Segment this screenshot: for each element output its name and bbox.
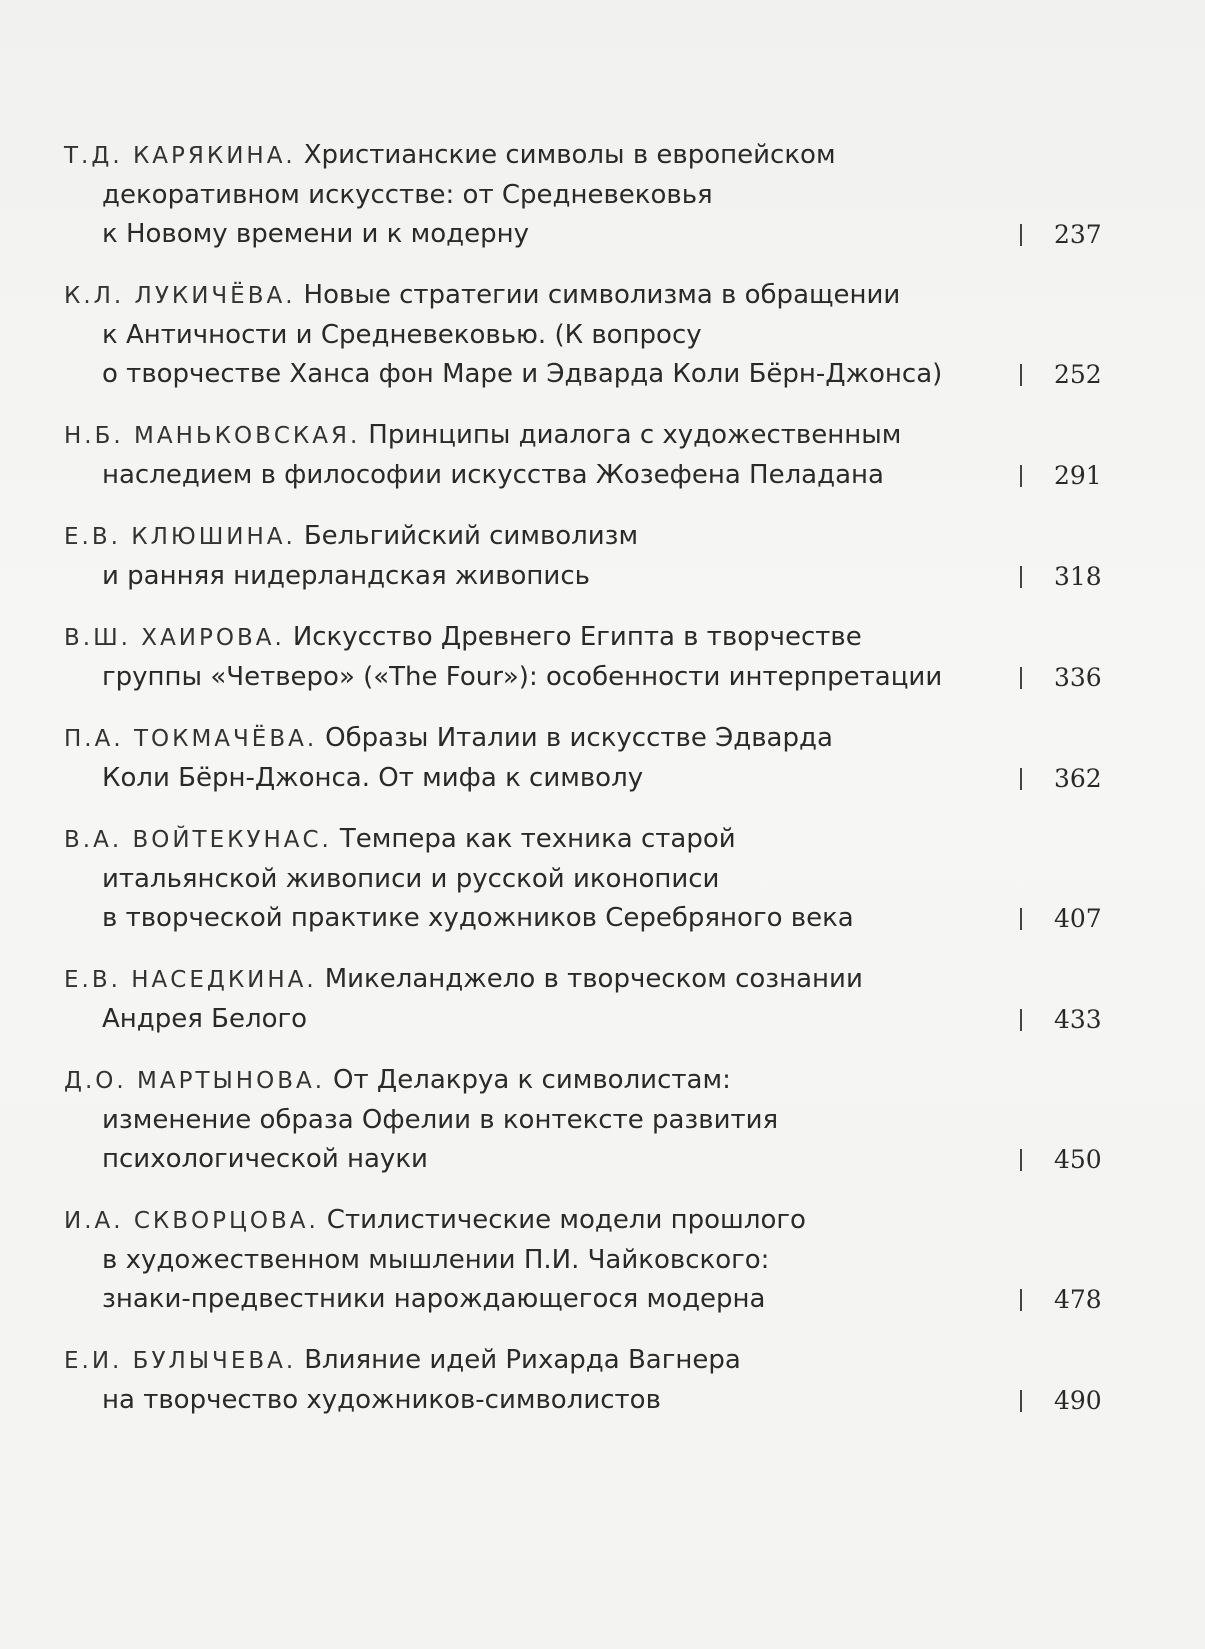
page-reference (974, 355, 1144, 394)
title-line: в творческой практике художников Серебряного века (102, 903, 854, 933)
title-line: Микеланджело в творческом сознании (324, 964, 863, 994)
page-number: 252 (1054, 360, 1102, 389)
page-number: 490 (1054, 1386, 1102, 1415)
separator-bar (1020, 1289, 1022, 1311)
title-line: Влияние идей Рихарда Вагнера (304, 1345, 741, 1375)
author-name: П.А. ТОКМАЧЁВА. (64, 726, 318, 752)
page-reference (974, 1381, 1144, 1420)
page-reference (974, 456, 1144, 495)
page-reference (974, 1280, 1144, 1319)
separator-bar (1020, 768, 1022, 790)
page-reference (974, 1000, 1144, 1039)
title-line: Темпера как техника старой (339, 824, 736, 854)
title-line: к Античности и Средневековью. (К вопросу (102, 320, 702, 350)
separator-bar (1020, 908, 1022, 930)
author-name: И.А. СКВОРЦОВА. (64, 1208, 319, 1234)
title-line: Коли Бёрн-Джонса. От мифа к символу (102, 763, 644, 793)
toc-entry (64, 1201, 1144, 1319)
toc-entry (64, 960, 1144, 1039)
page-number: 237 (1054, 220, 1102, 249)
title-line: Андрея Белого (102, 1004, 308, 1034)
author-name: Д.О. МАРТЫНОВА. (64, 1068, 326, 1094)
title-line: Бельгийский символизм (303, 521, 639, 551)
toc-entry (64, 618, 1144, 697)
author-name: Е.В. НАСЕДКИНА. (64, 967, 317, 993)
toc-entry (64, 1341, 1144, 1420)
author-name: Н.Б. МАНЬКОВСКАЯ. (64, 423, 361, 449)
separator-bar (1020, 667, 1022, 689)
title-line: к Новому времени и к модерну (102, 219, 530, 249)
author-name: В.Ш. ХАИРОВА. (64, 625, 285, 651)
page-reference (974, 557, 1144, 596)
title-line: психологической науки (102, 1144, 428, 1174)
author-name: Е.В. КЛЮШИНА. (64, 524, 296, 550)
title-line: знаки-предвестники нарождающегося модерна (102, 1284, 766, 1314)
page-number: 407 (1054, 904, 1102, 933)
author-name: К.Л. ЛУКИЧЁВА. (64, 283, 296, 309)
title-line: группы «Четверо» («The Four»): особенности интерпретации (102, 662, 943, 692)
title-line: изменение образа Офелии в контексте развития (102, 1105, 779, 1135)
page-reference (974, 759, 1144, 798)
separator-bar (1020, 566, 1022, 588)
page-number: 291 (1054, 461, 1102, 490)
toc-entry (64, 719, 1144, 798)
author-name: В.А. ВОЙТЕКУНАС. (64, 827, 332, 853)
author-name: Е.И. БУЛЫЧЕВА. (64, 1348, 297, 1374)
separator-bar (1020, 224, 1022, 246)
title-line: От Делакруа к символистам: (333, 1065, 731, 1095)
page-number: 362 (1054, 764, 1102, 793)
table-of-contents (64, 136, 1144, 1442)
title-line: итальянской живописи и русской иконописи (102, 864, 720, 894)
toc-entry (64, 276, 1144, 394)
title-line: в художественном мышлении П.И. Чайковского: (102, 1245, 770, 1275)
title-line: на творчество художников-символистов (102, 1385, 661, 1415)
separator-bar (1020, 1390, 1022, 1412)
toc-entry (64, 820, 1144, 938)
separator-bar (1020, 465, 1022, 487)
title-line: и ранняя нидерландская живопись (102, 561, 590, 591)
title-line: Принципы диалога с художественным (368, 420, 902, 450)
title-line: о творчестве Ханса фон Маре и Эдварда Коли Бёрн-Джонса) (102, 359, 943, 389)
title-line: Образы Италии в искусстве Эдварда (325, 723, 833, 753)
title-line: Новые стратегии символизма в обращении (303, 280, 901, 310)
toc-entry (64, 1061, 1144, 1179)
page-reference (974, 658, 1144, 697)
separator-bar (1020, 1009, 1022, 1031)
separator-bar (1020, 1149, 1022, 1171)
page-number: 318 (1054, 562, 1102, 591)
page-number: 433 (1054, 1005, 1102, 1034)
title-line: наследием в философии искусства Жозефена Пеладана (102, 460, 884, 490)
page-reference (974, 215, 1144, 254)
title-line: Искусство Древнего Египта в творчестве (292, 622, 862, 652)
author-name: Т.Д. КАРЯКИНА. (64, 143, 296, 169)
toc-entry (64, 416, 1144, 495)
page-reference (974, 899, 1144, 938)
separator-bar (1020, 364, 1022, 386)
page-number: 450 (1054, 1145, 1102, 1174)
toc-entry (64, 517, 1144, 596)
page-number: 336 (1054, 663, 1102, 692)
title-line: Стилистические модели прошлого (326, 1205, 806, 1235)
page-reference (974, 1140, 1144, 1179)
page-number: 478 (1054, 1285, 1102, 1314)
toc-entry (64, 136, 1144, 254)
title-line: Христианские символы в европейском (303, 140, 836, 170)
title-line: декоративном искусстве: от Средневековья (102, 180, 713, 210)
